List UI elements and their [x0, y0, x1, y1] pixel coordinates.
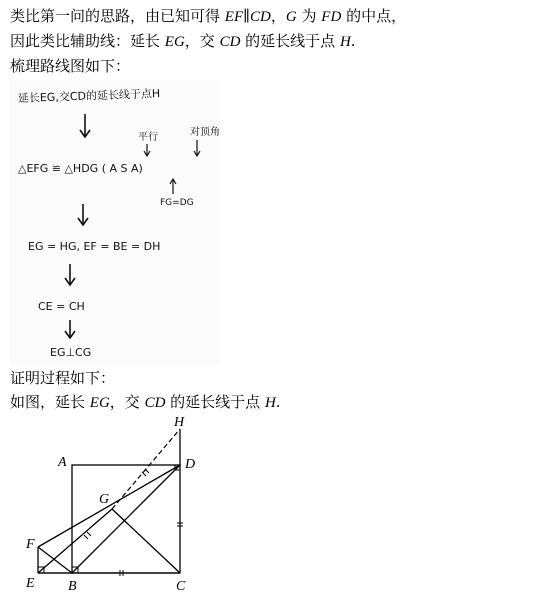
roadmap-step-2: △EFG ≌ △HDG ( A S A): [18, 162, 143, 175]
arrow-up-icon: [170, 179, 176, 194]
point-label-e: E: [26, 576, 35, 591]
segment-cd-label: CD: [250, 9, 271, 25]
tick-mark: [142, 472, 146, 476]
roadmap-step-1: 延长EG,交CD的延长线于点H: [17, 87, 161, 105]
segment-gc: [112, 509, 180, 573]
segment-cd-label: CD: [144, 395, 166, 411]
point-label-f: F: [26, 537, 35, 552]
segment-ef-label: EF: [224, 9, 244, 25]
segment-eg-label: EG: [164, 34, 185, 50]
text-segment: .: [350, 32, 356, 50]
text-segment: 如图，延长: [10, 393, 90, 411]
arrow-down-icon: [78, 204, 88, 225]
arrow-down-icon: [80, 114, 90, 137]
point-label-a: A: [58, 455, 67, 470]
roadmap-label-vertical-angles: 对顶角: [190, 127, 220, 138]
text-line-1: [10, 6, 406, 27]
point-h-label: H: [339, 34, 351, 50]
text-segment: ，: [270, 7, 286, 25]
segment-eg-label: EG: [89, 395, 110, 411]
point-label-d: D: [185, 457, 196, 472]
arrow-down-icon: [65, 264, 75, 285]
text-segment: 的延长线于点: [240, 32, 340, 50]
text-line-3: 梳理路线图如下：: [10, 57, 131, 75]
text-segment: 类比第一问的思路，由已知可得: [10, 7, 225, 25]
geometry-figure: [10, 415, 220, 595]
arrow-down-icon: [65, 320, 75, 338]
text-segment: 的中点，: [341, 7, 407, 25]
point-h-label: H: [264, 395, 276, 411]
tick-mark: [87, 532, 91, 536]
roadmap-step-3: EG = HG, EF = BE = DH: [28, 240, 161, 253]
text-segment: ，交: [109, 393, 145, 411]
roadmap-label-parallel: 平行: [138, 132, 158, 143]
parallel-symbol: ∥: [243, 7, 251, 25]
dashed-segment-gh: [112, 429, 180, 509]
roadmap-diagram: [10, 80, 220, 365]
text-line-5: [10, 392, 281, 413]
text-segment: 因此类比辅助线：延长: [10, 32, 165, 50]
point-label-c: C: [176, 579, 186, 594]
point-label-h: H: [174, 415, 185, 430]
segment-fd-label: FD: [321, 9, 342, 25]
tick-mark: [145, 469, 149, 473]
text-segment: 的延长线于点: [165, 393, 265, 411]
point-label-g: G: [99, 492, 110, 507]
point-g-label: G: [285, 9, 297, 25]
tick-mark: [84, 535, 88, 539]
roadmap-step-5: EG⊥CG: [50, 346, 92, 359]
text-segment: 为: [296, 7, 322, 25]
text-segment: .: [275, 393, 281, 411]
text-line-4: 证明过程如下：: [10, 369, 116, 387]
point-label-b: B: [68, 579, 77, 594]
roadmap-step-4: CE = CH: [38, 300, 85, 313]
roadmap-label-fg-dg: FG=DG: [160, 198, 194, 208]
text-line-2: [10, 31, 356, 52]
diagonal-bd: [72, 465, 180, 573]
segment-cd-label: CD: [219, 34, 241, 50]
text-segment: ，交: [184, 32, 220, 50]
